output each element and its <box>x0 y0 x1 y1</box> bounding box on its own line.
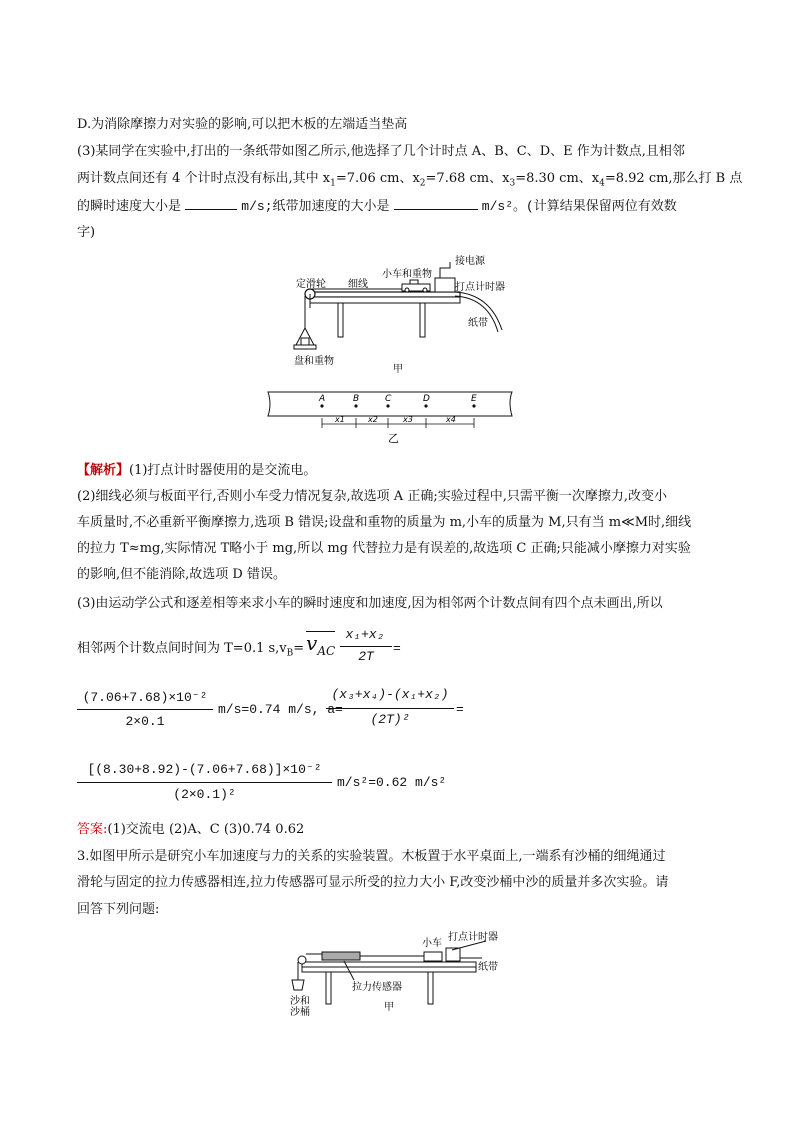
label-power: 接电源 <box>455 256 485 267</box>
tape-segment-label-x4: x4 <box>446 415 456 424</box>
tape-dot-c <box>386 404 389 407</box>
label-sand-1: 沙和 <box>290 996 310 1007</box>
answer-blank-velocity[interactable] <box>185 197 237 210</box>
tape-dot-d <box>424 404 427 407</box>
figure-jia-apparatus <box>290 250 520 380</box>
q3-line3: 回答下列问题: <box>77 902 160 917</box>
label-tape: 纸带 <box>468 318 488 329</box>
analysis-p1: 【解析】(1)打点计时器使用的是交流电。 <box>77 463 317 478</box>
analysis-p3-l1: (3)由运动学公式和逐差相等来求小车的瞬时速度和加速度,因为相邻两个计数点间有四个点未画出,所以 <box>77 596 663 611</box>
label-string: 细线 <box>348 279 368 290</box>
q3-line2: 滑轮与固定的拉力传感器相连,拉力传感器可显示所受的拉力大小 F,改变沙桶中沙的质量并多次实验。请 <box>77 875 669 890</box>
result-acceleration: m/s²=0.62 m/s² <box>337 775 447 790</box>
label-cart: 小车 <box>422 938 442 949</box>
label-sand-2: 沙桶 <box>290 1007 310 1018</box>
tape-label-b: B <box>353 394 360 404</box>
tape-label-d: D <box>423 394 430 404</box>
fraction-2-bar <box>77 709 213 710</box>
v-ac-symbol: $v_{AC}$ <box>306 631 335 662</box>
tape-segment-label-x1: x1 <box>335 415 345 424</box>
part3-line4: 字) <box>77 225 96 240</box>
label-pulley: 定滑轮 <box>296 279 326 290</box>
option-d: D.为消除摩擦力对实验的影响,可以把木板的左端适当垫高 <box>77 117 408 132</box>
result-velocity: m/s=0.74 m/s, a= <box>218 702 343 717</box>
cart <box>424 952 442 961</box>
equals-2: = <box>456 702 464 717</box>
fraction-1-denominator: 2T <box>358 649 374 664</box>
part3-line2: 两计数点间还有 4 个计时点没有标出,其中 $x_1=7.06$ cm、$x_2=7.68$ cm、$x_3=8.30$ cm、$x_4=8.92$ cm,那么打 B 点 <box>77 171 743 189</box>
timer <box>435 278 455 292</box>
equals-1: = <box>393 641 401 656</box>
analysis-p2-l4: 的影响,但不能消除,故选项 D 错误。 <box>77 567 286 582</box>
label-cart: 小车和重物 <box>382 269 432 280</box>
fraction-2-denominator: 2×0.1 <box>125 714 165 729</box>
caption-q3-jia: 甲 <box>384 1002 394 1013</box>
tray <box>294 345 316 349</box>
fraction-4-bar <box>77 782 332 783</box>
analysis-p3-l2: 相邻两个计数点间时间为 T=0.1 $s,v_B=$ <box>77 641 305 659</box>
board <box>302 962 476 967</box>
part3-line3: 的瞬时速度大小是 m/s;纸带加速度的大小是 m/s²。(计算结果保留两位有效数 <box>77 199 677 214</box>
fraction-3-numerator: (x₃+x₄)-(x₁+x₂) <box>331 687 449 702</box>
tape-label-c: C <box>385 394 392 404</box>
sand-bucket <box>292 980 304 990</box>
caption-yi: 乙 <box>388 432 399 445</box>
fraction-1-numerator: x₁+x₂ <box>345 627 385 642</box>
analysis-p2-l1: (2)细线必须与板面平行,否则小车受力情况复杂,故选项 A 正确;实验过程中,只需平衡一次摩擦力,改变小 <box>77 489 667 504</box>
analysis-p2-l3: 的拉力 T≈mg,实际情况 T略小于 mg,所以 mg 代替拉力是有误差的,故选项 C 正确;只能减小摩擦力对实验 <box>77 541 691 556</box>
label-tray: 盘和重物 <box>294 356 334 367</box>
table-leg <box>428 972 433 1004</box>
tape-dot-b <box>354 404 357 407</box>
tape-label-e: E <box>471 394 477 404</box>
label-sensor: 拉力传感器 <box>352 982 402 993</box>
pulley <box>298 956 306 964</box>
label-timer: 打点计时器 <box>455 282 505 293</box>
answer-line: 答案:(1)交流电 (2)A、C (3)0.74 0.62 <box>77 822 305 837</box>
part3-line1: (3)某同学在实验中,打出的一条纸带如图乙所示,他选择了几个计时点 A、B、C、D、E 作为计数点,且相邻 <box>77 144 685 159</box>
fraction-4-numerator: [(8.30+8.92)-(7.06+7.68)]×10⁻² <box>87 762 322 777</box>
q3-line1: 3.如图甲所示是研究小车加速度与力的关系的实验装置。木板置于水平桌面上,一端系有沙桶的细绳通过 <box>77 849 666 864</box>
table-leg <box>420 303 425 337</box>
table-leg <box>338 303 343 337</box>
tape-dot-e <box>472 404 475 407</box>
tape-segment-label-x3: x3 <box>403 415 413 424</box>
caption-jia: 甲 <box>393 364 403 375</box>
table-leg <box>326 972 331 1004</box>
tape-dot-a <box>320 404 323 407</box>
figure-q3-apparatus <box>286 928 516 1018</box>
fraction-1-bar <box>340 646 392 647</box>
label-timer: 打点计时器 <box>448 932 498 943</box>
force-sensor <box>322 952 360 960</box>
figure-yi-tape <box>264 388 516 446</box>
fraction-3-bar <box>326 708 454 709</box>
tape-segment-label-x2: x2 <box>368 415 378 424</box>
tape-label-a: A <box>319 394 326 404</box>
fraction-4-denominator: (2×0.1)² <box>173 787 236 802</box>
fraction-3-denominator: (2T)² <box>370 712 410 727</box>
fraction-2-numerator: (7.06+7.68)×10⁻² <box>82 690 208 705</box>
board <box>310 292 460 297</box>
analysis-p2-l2: 车质量时,不必重新平衡摩擦力,选项 B 错误;设盘和重物的质量为 m,小车的质量为 M,只有当 m≪M时,细线 <box>77 515 692 530</box>
label-tape: 纸带 <box>478 962 498 973</box>
answer-blank-acceleration[interactable] <box>394 197 478 210</box>
